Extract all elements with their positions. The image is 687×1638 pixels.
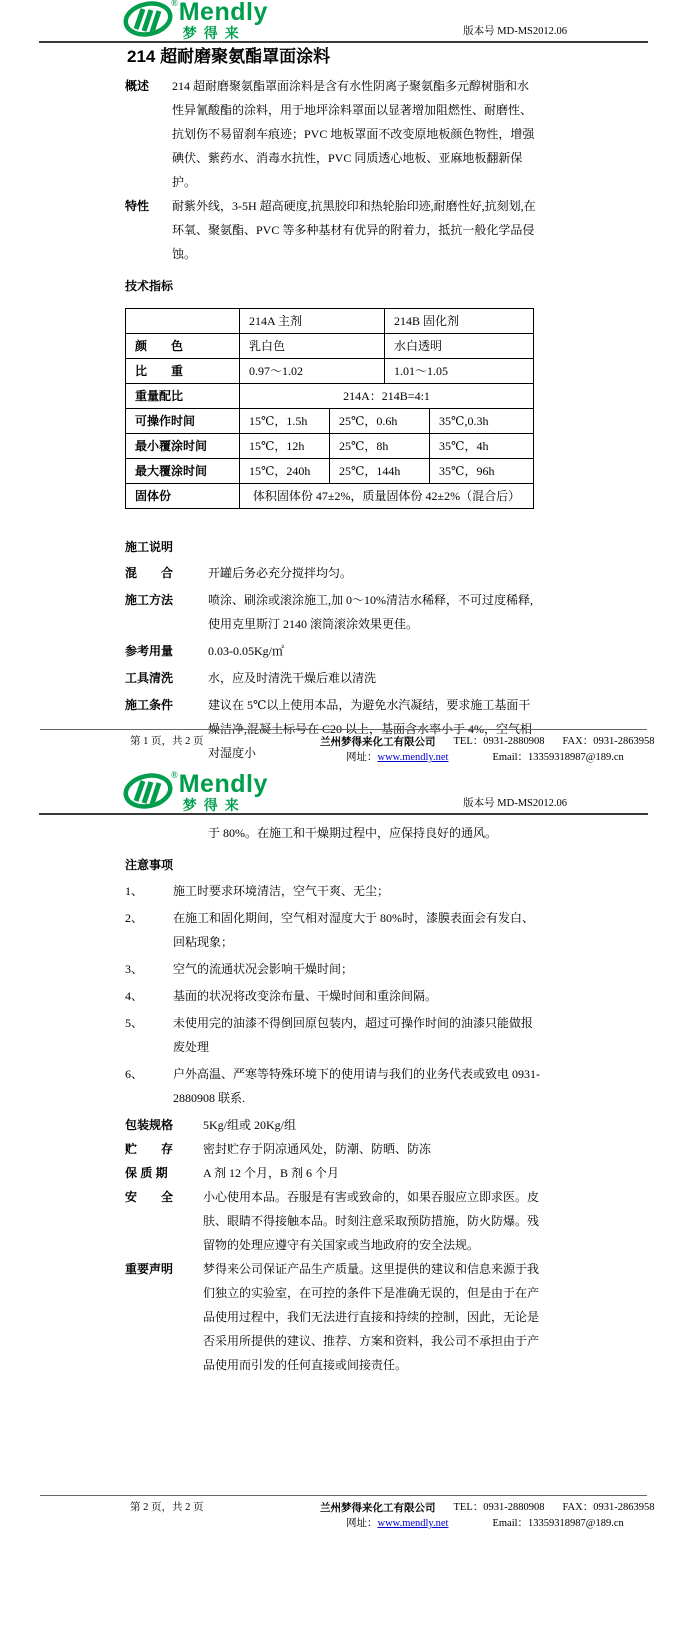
note-number: 1、: [125, 884, 144, 898]
item-label: 施工条件: [125, 698, 174, 712]
email: Email：13359318987@189.cn: [492, 1518, 624, 1529]
header-rule: [39, 813, 648, 815]
table-cell: 0.97～1.02: [240, 359, 385, 384]
item-label: 包装规格: [125, 1118, 174, 1132]
table-row: [126, 309, 534, 334]
email: Email：13359318987@189.cn: [492, 752, 624, 763]
item-label: 保 质 期: [125, 1166, 168, 1180]
tel: TEL：0931-2880908: [453, 1502, 545, 1513]
table-row: [126, 334, 534, 359]
table-row: [126, 434, 534, 459]
table-cell: 214B 固化剂: [385, 309, 534, 334]
item-label: 混 合: [125, 566, 174, 580]
note-number: 3、: [125, 962, 144, 976]
page1-content: [125, 46, 540, 765]
logo-mark-icon: [123, 0, 173, 38]
table-cell: 35℃，96h: [430, 459, 534, 484]
item-label: 贮 存: [125, 1142, 174, 1156]
item-text: 梦得来公司保证产品生产质量。这里提供的建议和信息来源于我们独立的实验室，在可控的条件下是准确无误的，但是由于在产品使用过程中，我们无法进行直接和持续的控制，因此，无论是否采用所提供的建议、推荐、方案和资料，我公司不承担由于产品使用而引发的任何直接或间接责任。: [203, 1262, 540, 1372]
table-cell: 214A：214B=4:1: [240, 384, 534, 409]
note-number: 5、: [125, 1016, 144, 1030]
table-cell: 固体份: [126, 484, 240, 509]
note-item: [125, 879, 540, 903]
tech-spec-heading: 技术指标: [125, 279, 174, 293]
overview-text: 214 超耐磨聚氨酯罩面涂料是含有水性阴离子聚氨酯多元醇树脂和水性异氰酸酯的涂料，用于地坪涂料罩面以显著增加阻燃性、耐磨性、抗划伤不易留刹车痕迹；PVC 地板罩面不改变原地板颜色物性，增强碘伏、紫药水、消毒水抗性，PVC 同质透心地板、亚麻地板翻新保护。: [172, 79, 535, 189]
note-text: 在施工和固化期间，空气相对湿度大于 80%时，漆膜表面会有发白、回粘现象；: [173, 911, 534, 949]
table-cell: 比 重: [126, 359, 240, 384]
brand-name-cn: 梦得来: [182, 797, 246, 813]
note-number: 6、: [125, 1067, 144, 1081]
brand-logo: [123, 772, 268, 812]
doc-header: [0, 768, 687, 812]
table-cell: [126, 309, 240, 334]
note-text: 户外高温、严寒等特殊环境下的使用请与我们的业务代表或致电 0931-2880908 联系.: [173, 1067, 540, 1105]
features-text: 耐紫外线，3-5H 超高硬度,抗黑胶印和热轮胎印迹,耐磨性好,抗刻划,在环氧、聚氨酯、PVC 等多种基材有优异的附着力，抵抗一般化学品侵蚀。: [172, 199, 536, 261]
web-label: 网址：: [346, 1518, 378, 1529]
brand-name: Mendly: [178, 770, 268, 798]
table-cell: 最大覆涂时间: [126, 459, 240, 484]
table-cell: 214A 主剂: [240, 309, 385, 334]
contact-block: [320, 734, 672, 766]
note-item: [125, 957, 540, 981]
brand-name-cn: 梦得来: [182, 25, 246, 41]
item-text: 水，应及时清洗干燥后难以清洗: [208, 671, 377, 685]
table-row: [126, 484, 534, 509]
header-rule: [39, 41, 648, 43]
table-cell: 最小覆涂时间: [126, 434, 240, 459]
page-2: [0, 768, 687, 1638]
website-link[interactable]: www.mendly.net: [377, 752, 449, 763]
table-row: [126, 359, 534, 384]
website-link[interactable]: www.mendly.net: [377, 1518, 449, 1529]
company-name: 兰州梦得来化工有限公司: [320, 1502, 436, 1514]
logo-mark-icon: [123, 772, 173, 810]
table-cell: 25℃，144h: [330, 459, 430, 484]
table-cell: 25℃，8h: [330, 434, 430, 459]
note-number: 4、: [125, 989, 144, 1003]
shelf-life-item: [125, 1161, 540, 1185]
fax: FAX：0931-2863958: [562, 736, 655, 747]
page2-footer: [40, 1495, 655, 1532]
item-text: 开罐后务必充分搅拌均匀。: [208, 566, 353, 580]
item-text: 5Kg/组或 20Kg/组: [203, 1118, 297, 1132]
item-text: 建议在 5℃以上使用本品，为避免水汽凝结，要求施工基面干燥洁净,混凝土标号在 C20 以上，基面含水率小于 4%，空气相对湿度小: [208, 698, 533, 760]
page-number: 第 1 页，共 2 页: [130, 736, 204, 747]
doc-header: [0, 0, 687, 40]
method-item: [125, 588, 540, 636]
table-row: [126, 409, 534, 434]
tech-spec-table: [125, 308, 534, 509]
table-cell: 15℃，1.5h: [240, 409, 330, 434]
page-1: [0, 0, 687, 768]
safety-item: [125, 1185, 540, 1257]
item-text: 小心使用本品。吞服是有害或致命的，如果吞服应立即求医。皮肤、眼睛不得接触本品。时刻注意采取预防措施，防火防爆。残留物的处理应遵守有关国家或当地政府的安全法规。: [203, 1190, 540, 1252]
version-label: 版本号 MD-MS2012.06: [463, 798, 567, 809]
note-item: [125, 1011, 540, 1059]
mixing-item: [125, 561, 540, 585]
doc-title: 214 超耐磨聚氨酯罩面涂料: [127, 47, 331, 66]
table-cell: 体积固体份 47±2%，质量固体份 42±2%（混合后）: [240, 484, 534, 509]
company-name: 兰州梦得来化工有限公司: [320, 736, 436, 748]
note-text: 未使用完的油漆不得倒回原包装内，超过可操作时间的油漆只能做报废处理: [173, 1016, 534, 1054]
item-label: 参考用量: [125, 644, 174, 658]
brand-text: [179, 0, 268, 40]
note-text: 空气的流通状况会影响干燥时间；: [173, 962, 354, 976]
table-cell: 颜 色: [126, 334, 240, 359]
notes-heading: 注意事项: [125, 858, 174, 872]
item-label: 重要声明: [125, 1262, 174, 1276]
table-row: [126, 384, 534, 409]
brand-name: Mendly: [178, 0, 268, 26]
table-cell: 35℃，4h: [430, 434, 534, 459]
note-text: 施工时要求环境清洁，空气干爽、无尘；: [173, 884, 390, 898]
features-section: [125, 194, 540, 266]
note-text: 基面的状况将改变涂布量、干燥时间和重涂间隔。: [173, 989, 438, 1003]
packaging-item: [125, 1113, 540, 1137]
table-cell: 水白透明: [385, 334, 534, 359]
brand-logo: [123, 0, 268, 40]
dosage-item: [125, 639, 540, 663]
table-cell: 35℃,0.3h: [430, 409, 534, 434]
item-label: 安 全: [125, 1190, 174, 1204]
note-item: [125, 906, 540, 954]
page2-content: [125, 821, 540, 1377]
note-number: 2、: [125, 911, 144, 925]
item-text: 喷涂、刷涂或滚涂施工,加 0～10%清洁水稀释，不可过度稀释,使用克里斯汀 2140 滚筒滚涂效果更佳。: [208, 593, 533, 631]
table-cell: 15℃，12h: [240, 434, 330, 459]
item-text: 密封贮存于阴凉通风处，防潮、防晒、防冻: [203, 1142, 432, 1156]
fax: FAX：0931-2863958: [562, 1502, 655, 1513]
note-item: [125, 984, 540, 1008]
item-text: 0.03-0.05Kg/㎡: [208, 644, 284, 658]
table-cell: 15℃，240h: [240, 459, 330, 484]
table-row: [126, 459, 534, 484]
item-label: 工具清洗: [125, 671, 174, 685]
page1-footer: [40, 729, 655, 766]
disclaimer-item: [125, 1257, 540, 1377]
brand-text: [179, 772, 268, 812]
table-cell: 1.01～1.05: [385, 359, 534, 384]
registered-mark-icon: ®: [171, 770, 178, 780]
contact-block: [320, 1500, 672, 1532]
version-label: 版本号 MD-MS2012.06: [463, 26, 567, 37]
registered-mark-icon: ®: [171, 0, 178, 8]
overview-label: 概述: [125, 79, 150, 93]
overview-section: [125, 74, 540, 194]
construction-heading: 施工说明: [125, 540, 174, 554]
page-number: 第 2 页，共 2 页: [130, 1502, 204, 1513]
tool-cleaning-item: [125, 666, 540, 690]
table-cell: 重量配比: [126, 384, 240, 409]
table-cell: 乳白色: [240, 334, 385, 359]
item-text: A 剂 12 个月，B 剂 6 个月: [203, 1166, 340, 1180]
storage-item: [125, 1137, 540, 1161]
tel: TEL：0931-2880908: [453, 736, 545, 747]
note-item: [125, 1062, 540, 1110]
features-label: 特性: [125, 199, 150, 213]
item-label: 施工方法: [125, 593, 174, 607]
table-cell: 25℃，0.6h: [330, 409, 430, 434]
web-label: 网址：: [346, 752, 378, 763]
continuation-text: 于 80%。在施工和干燥期过程中，应保持良好的通风。: [208, 826, 497, 840]
table-cell: 可操作时间: [126, 409, 240, 434]
